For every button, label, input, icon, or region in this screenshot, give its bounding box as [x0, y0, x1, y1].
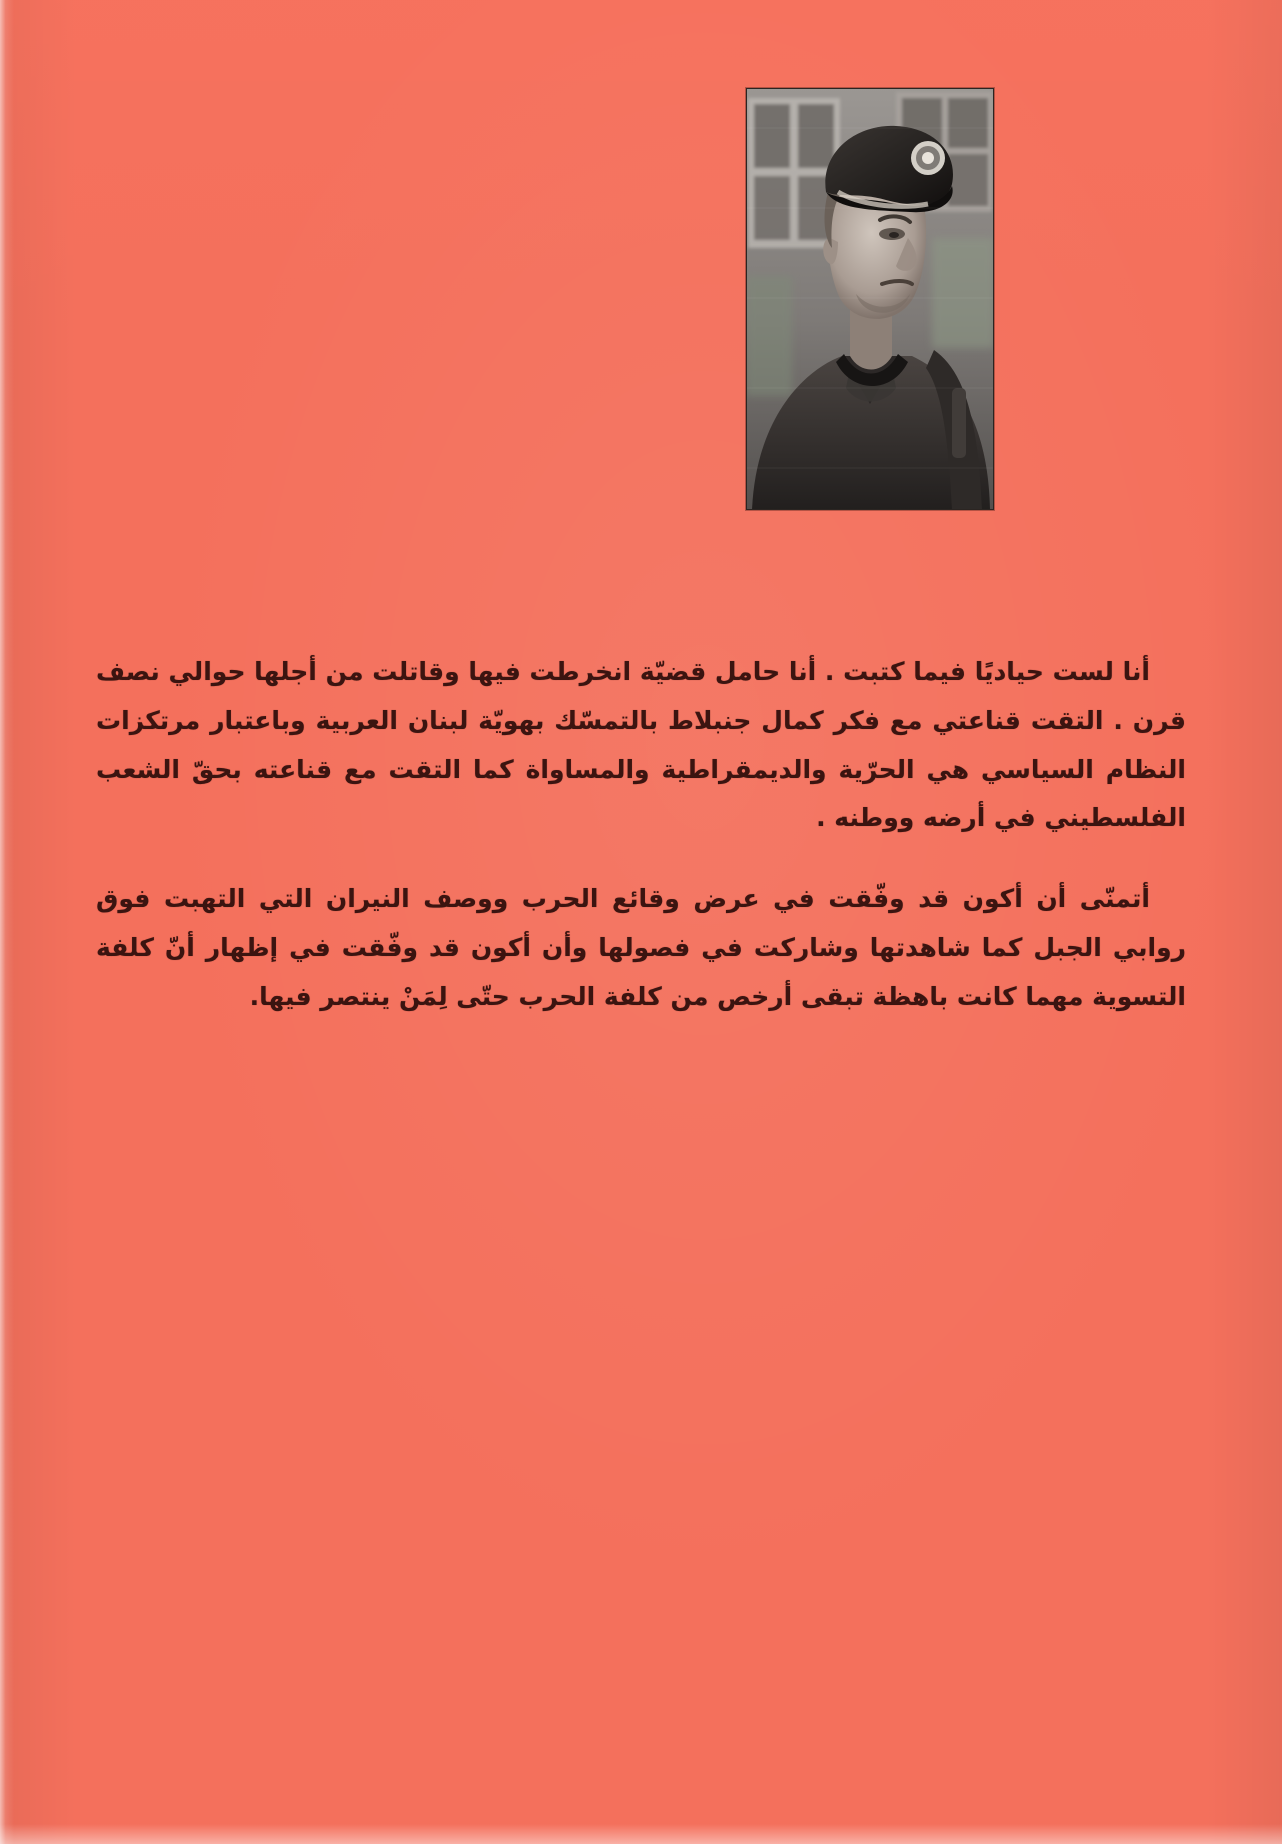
back-cover-paragraph-1: أنا لست حياديًا فيما كتبت . أنا حامل قضيّة انخرطت فيها وقاتلت من أجلها حوالي نصف قرن . التقت قناعتي مع فكر كمال جنبلاط بالتمسّك بهويّة لبنان العربية وباعتبار مرتكزات النظام السياسي هي الحرّية والديمقراطية والمساواة كما التقت مع قناعته بحقّ الشعب الفلسطيني في أرضه ووطنه .	[96, 657, 1186, 833]
back-cover-text	[96, 648, 1186, 1021]
back-cover-paragraph-2: أتمنّى أن أكون قد وفّقت في عرض وقائع الحرب ووصف النيران التي التهبت فوق روابي الجبل كما شاهدتها وشاركت في فصولها وأن أكون قد وفّقت في إظهار أنّ كلفة التسوية مهما كانت باهظة تبقى أرخص من كلفة الحرب حتّى لِمَنْ ينتصر فيها.	[96, 884, 1186, 1011]
author-photo	[746, 88, 994, 510]
page-edge-highlight-bottom	[0, 1824, 1282, 1844]
author-photo-image	[746, 88, 994, 510]
page-edge-highlight-left	[0, 0, 14, 1844]
